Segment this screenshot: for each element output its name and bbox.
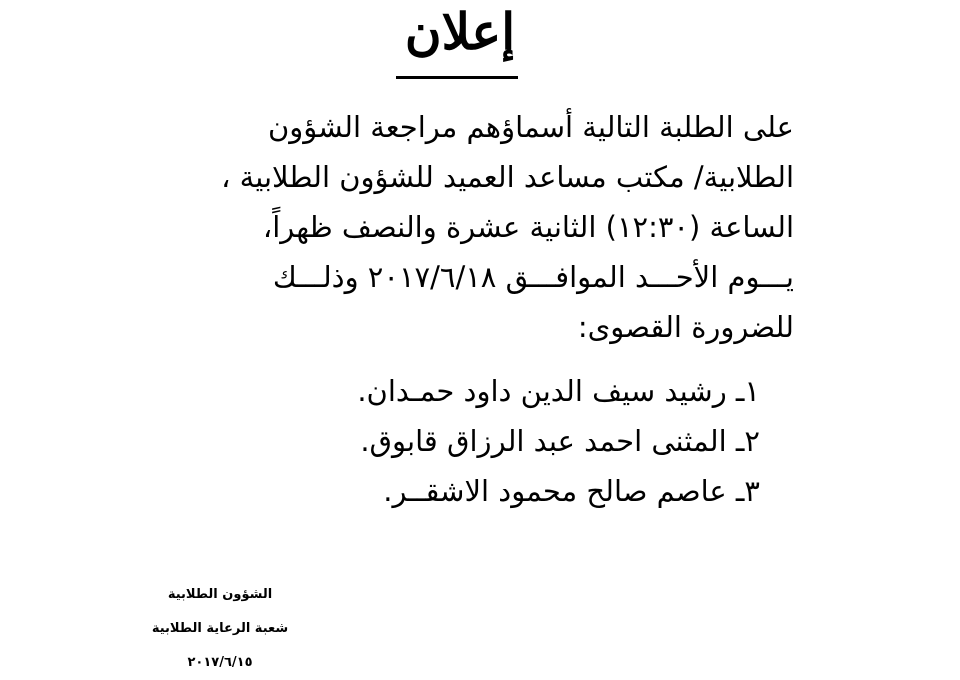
- student-name: ٣ـ عاصم صالح محمود الاشقــر.: [383, 474, 760, 508]
- title-underline: [396, 76, 518, 79]
- announcement-title: إعلان: [404, 2, 516, 61]
- signature-date: ٢٠١٧/٦/١٥: [187, 655, 253, 670]
- student-name: ١ـ رشيد سيف الدين داود حمـدان.: [357, 374, 760, 408]
- body-line: على الطلبة التالية أسماؤهم مراجعة الشؤون: [267, 110, 794, 144]
- student-list: [270, 366, 760, 516]
- body-line: للضرورة القصوى:: [577, 310, 794, 344]
- signature-department: الشؤون الطلابية: [167, 587, 273, 602]
- signature-block: [130, 578, 310, 680]
- announcement-body: [128, 102, 794, 352]
- signature-division: شعبة الرعاية الطلابية: [151, 621, 289, 636]
- body-line: الساعة (١٢:٣٠) الثانية عشرة والنصف ظهراً،: [262, 210, 794, 244]
- student-name: ٢ـ المثنى احمد عبد الرزاق قابوق.: [360, 424, 760, 458]
- body-line: الطلابية/ مكتب مساعد العميد للشؤون الطلابية ،: [221, 160, 794, 194]
- body-line: يـــوم الأحـــد الموافـــق ٢٠١٧/٦/١٨ وذلـــك: [272, 260, 794, 294]
